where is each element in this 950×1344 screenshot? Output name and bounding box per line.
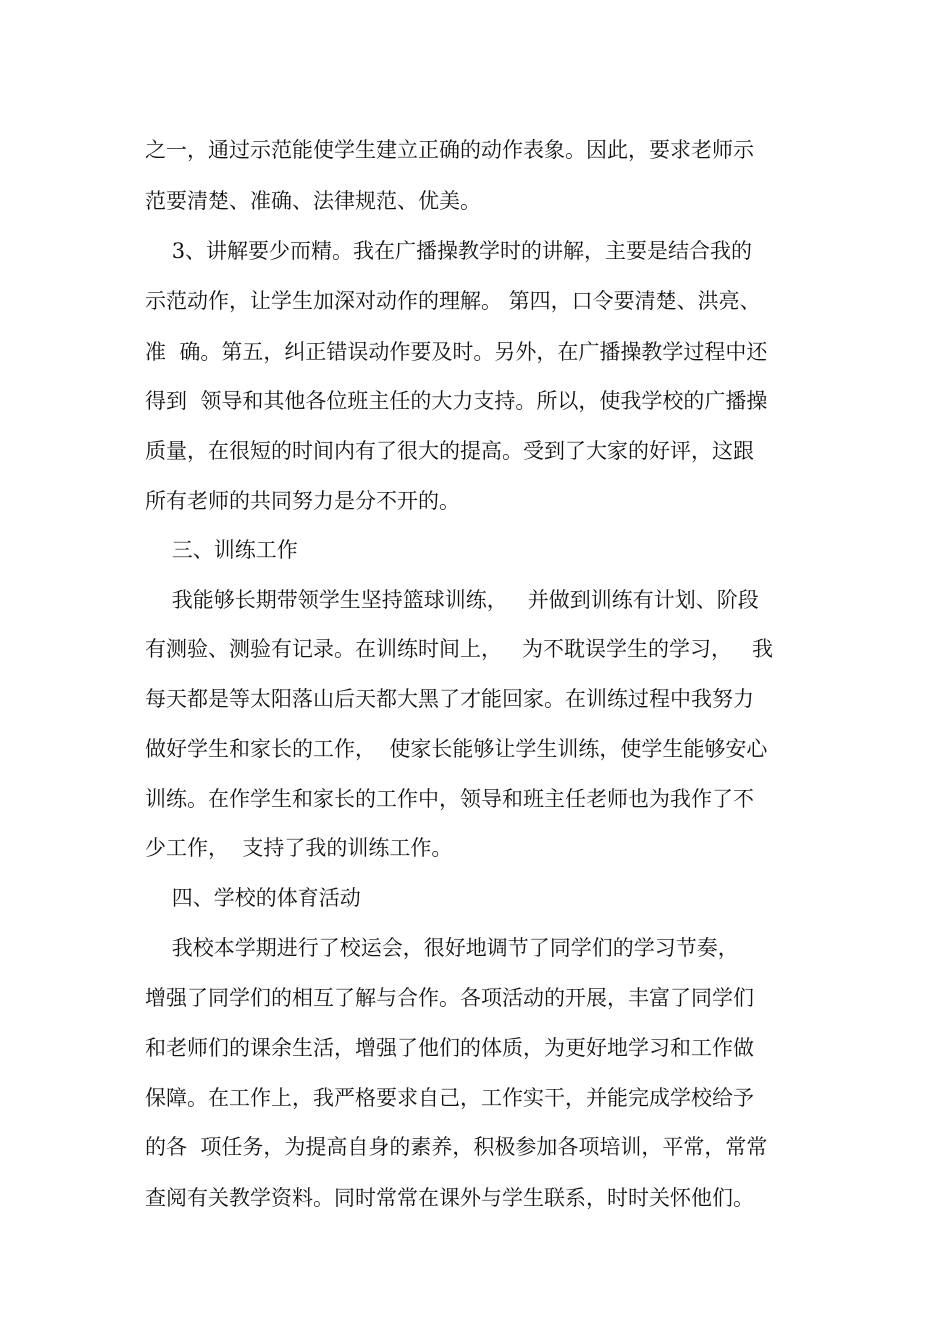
text-line: 范要清楚、准确、法律规范、优美。 — [145, 189, 481, 213]
text-line: 我校本学期进行了校运会，很好地调节了同学们的学习节奏， — [145, 936, 739, 960]
text-line: 和老师们的课余生活，增强了他们的体质，为更好地学习和工作做 — [145, 1036, 754, 1060]
text-line: 质量，在很短的时间内有了很大的提高。受到了大家的好评，这跟 — [145, 439, 754, 463]
text-line: 少工作， 支持了我的训练工作。 — [145, 836, 453, 860]
text-line: 增强了同学们的相互了解与合作。各项活动的开展，丰富了同学们 — [145, 986, 754, 1010]
text-line: 做好学生和家长的工作， 使家长能够让学生训练，使学生能够安心 — [145, 737, 768, 761]
text-line: 我能够长期带领学生坚持篮球训练， 并做到训练有计划、阶段 — [145, 588, 759, 612]
text-line: 准 确。第五，纠正错误动作要及时。另外，在广播操教学过程中还 — [145, 340, 768, 364]
text-line: 示范动作，让学生加深对动作的理解。 第四，口令要清楚、洪亮、 — [145, 289, 761, 313]
section-heading: 三、训练工作 — [145, 538, 298, 562]
text-line: 的各 项任务，为提高自身的素养，积极参加各项培训，平常，常常 — [145, 1135, 768, 1159]
text-line: 每天都是等太阳落山后天都大黑了才能回家。在训练过程中我努力 — [145, 687, 754, 711]
section-heading: 四、学校的体育活动 — [145, 886, 361, 910]
text-line: 得到 领导和其他各位班主任的大力支持。所以，使我学校的广播操 — [145, 389, 768, 413]
text-line: 查阅有关教学资料。同时常常在课外与学生联系，时时关怀他们。 — [145, 1186, 754, 1210]
text-line: 3、讲解要少而精。我在广播操教学时的讲解，主要是结合我的 — [145, 239, 753, 263]
text-line: 保障。在工作上，我严格要求自己，工作实干，并能完成学校给予 — [145, 1086, 754, 1110]
text-line: 有测验、测验有记录。在训练时间上， 为不耽误学生的学习， 我 — [145, 637, 774, 661]
text-line: 训练。在作学生和家长的工作中，领导和班主任老师也为我作了不 — [145, 787, 754, 811]
text-line: 之一，通过示范能使学生建立正确的动作表象。因此，要求老师示 — [145, 138, 754, 162]
text-line: 所有老师的共同努力是分不开的。 — [145, 489, 460, 513]
